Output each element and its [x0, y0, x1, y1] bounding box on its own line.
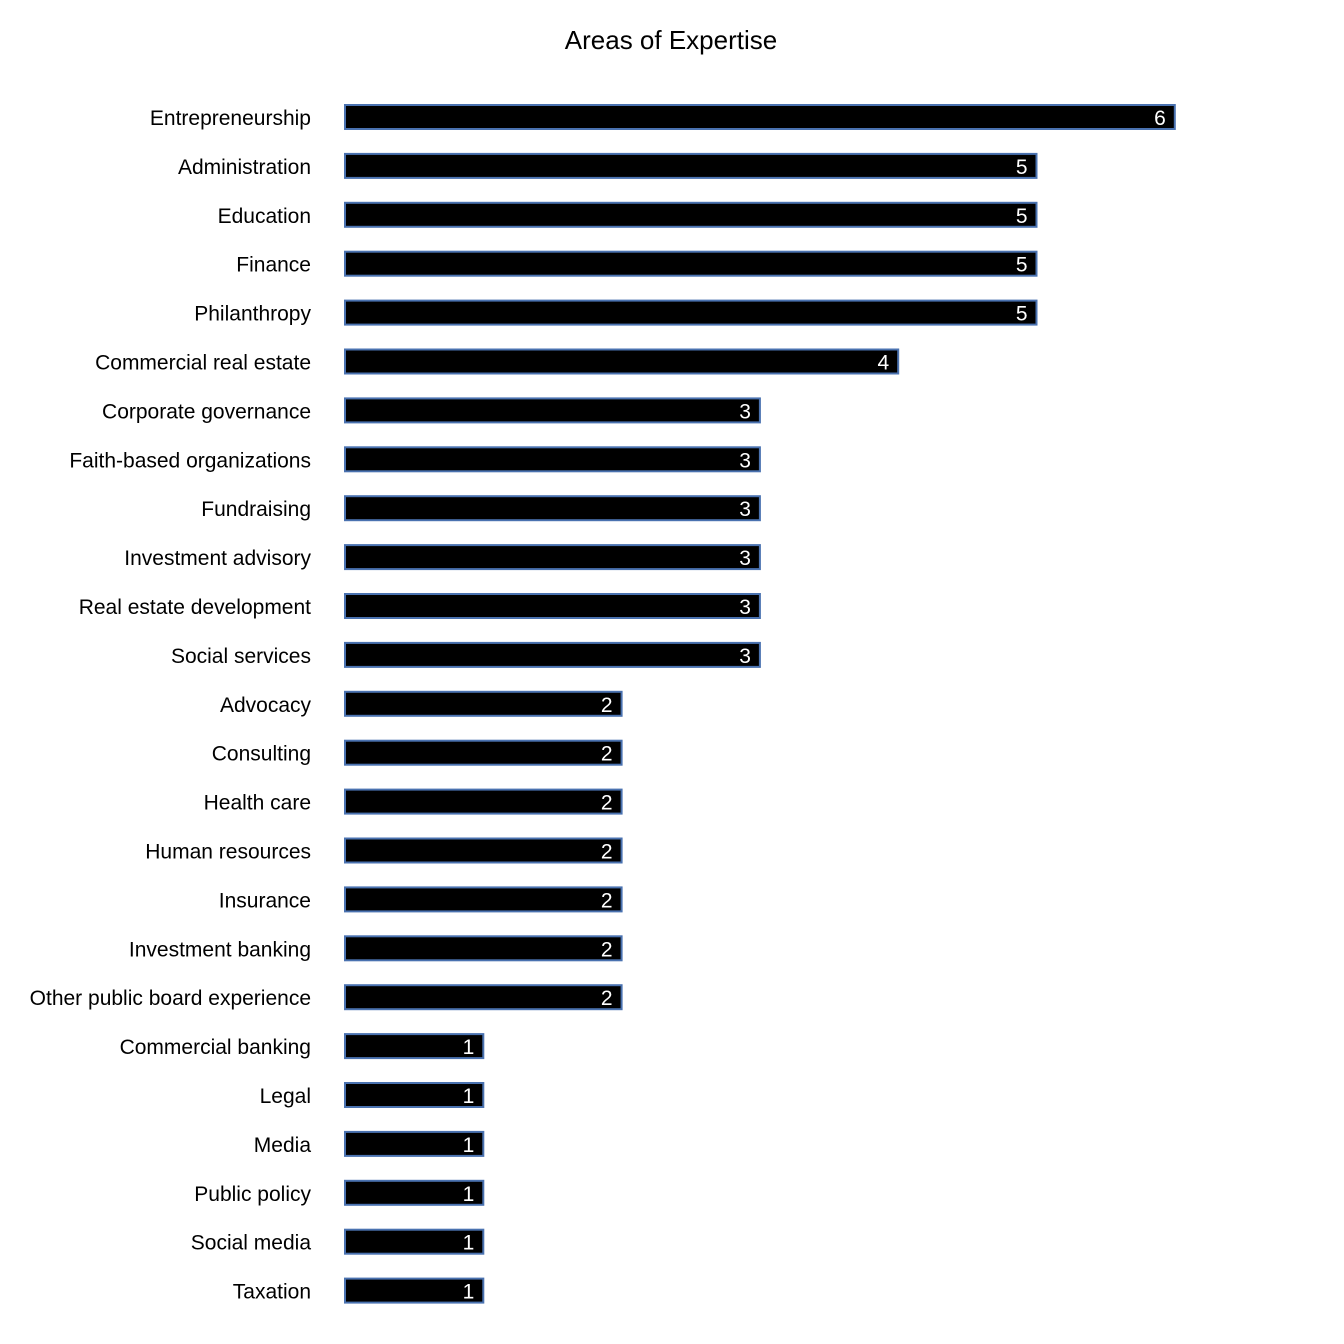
bar-row [233, 1279, 484, 1304]
bar [345, 398, 760, 422]
bar [345, 790, 622, 814]
bar-value-label: 1 [462, 1182, 475, 1206]
category-label: Faith-based organizations [69, 449, 311, 473]
bar-row [236, 252, 1036, 277]
category-label: Legal [259, 1085, 311, 1108]
bar-row [30, 985, 622, 1010]
bar [345, 301, 1037, 325]
category-label: Administration [177, 155, 311, 179]
bar [345, 252, 1037, 276]
category-label: Advocacy [219, 693, 311, 717]
bar-row [220, 692, 622, 717]
bar-value-label: 1 [462, 1133, 475, 1157]
bar-row [218, 203, 1037, 228]
bar [345, 985, 622, 1009]
bar-row [145, 839, 621, 864]
bar-row [219, 887, 622, 912]
bar-value-label: 2 [600, 840, 613, 864]
bar-row [201, 496, 760, 521]
category-label: Consulting [211, 742, 311, 766]
bar-value-label: 5 [1015, 155, 1028, 179]
bar-value-label: 6 [1154, 107, 1166, 130]
category-label: Media [253, 1133, 311, 1157]
bar-value-label: 4 [877, 351, 890, 375]
bar [345, 154, 1037, 178]
category-label: Entrepreneurship [149, 107, 311, 130]
bar-row [102, 398, 760, 423]
bar-value-label: 1 [462, 1280, 475, 1304]
bar-value-label: 3 [739, 449, 751, 473]
bars-group [30, 105, 1175, 1304]
bar-value-label: 5 [1015, 302, 1028, 326]
category-label: Real estate development [78, 596, 311, 619]
category-label: Social media [190, 1231, 311, 1255]
category-label: Investment banking [128, 938, 311, 962]
bar-row [191, 1230, 484, 1255]
bar-row [124, 545, 760, 570]
bar [345, 105, 1175, 129]
bar [345, 447, 760, 471]
bar-value-label: 1 [462, 1085, 475, 1108]
bar-row [79, 594, 760, 619]
bar-value-label: 3 [739, 547, 751, 571]
category-label: Social services [170, 644, 311, 668]
bar-value-label: 3 [739, 596, 751, 619]
bar-row [69, 447, 760, 472]
category-label: Insurance [218, 889, 311, 913]
bar-value-label: 1 [462, 1036, 475, 1060]
bar-value-label: 3 [739, 644, 751, 668]
category-label: Commercial real estate [95, 351, 311, 375]
bar-row [260, 1083, 484, 1108]
bar [345, 887, 622, 911]
bar-value-label: 2 [600, 791, 613, 815]
bar [345, 741, 622, 765]
bar [345, 692, 622, 716]
bar-row [194, 1181, 483, 1206]
bar-row [178, 154, 1037, 179]
bar-row [120, 1034, 484, 1059]
bar-row [254, 1132, 484, 1157]
category-label: Other public board experience [29, 987, 311, 1011]
category-label: Human resources [145, 840, 311, 864]
bar-row [204, 790, 622, 815]
bar-row [95, 350, 898, 375]
bar [345, 839, 622, 863]
bar-value-label: 2 [600, 987, 613, 1011]
category-label: Philanthropy [194, 302, 311, 326]
bar-value-label: 5 [1015, 204, 1028, 228]
category-label: Fundraising [201, 498, 311, 522]
bar-value-label: 2 [600, 742, 613, 766]
category-label: Finance [236, 253, 311, 277]
bar-row [171, 643, 760, 668]
bar-row [212, 741, 622, 766]
bar-row [194, 301, 1036, 326]
bar-value-label: 2 [600, 693, 613, 717]
bar [345, 203, 1037, 227]
bar-value-label: 3 [739, 400, 751, 424]
chart-title: Areas of Expertise [564, 25, 778, 55]
bar-value-label: 2 [600, 889, 613, 913]
bar [345, 936, 622, 960]
bar-row [150, 105, 1175, 130]
category-label: Taxation [232, 1280, 311, 1304]
bar [345, 545, 760, 569]
bar-value-label: 5 [1015, 253, 1028, 277]
category-label: Commercial banking [119, 1036, 311, 1060]
bar [345, 643, 760, 667]
bar-value-label: 1 [462, 1231, 475, 1255]
category-label: Health care [203, 791, 311, 815]
bar [345, 594, 760, 618]
bar [345, 496, 760, 520]
category-label: Corporate governance [102, 400, 311, 424]
category-label: Public policy [194, 1182, 311, 1206]
bar-row [129, 936, 622, 961]
bar-value-label: 2 [600, 938, 613, 962]
category-label: Education [217, 204, 311, 228]
bar [345, 350, 898, 374]
bar-value-label: 3 [739, 498, 751, 522]
category-label: Investment advisory [124, 547, 311, 571]
